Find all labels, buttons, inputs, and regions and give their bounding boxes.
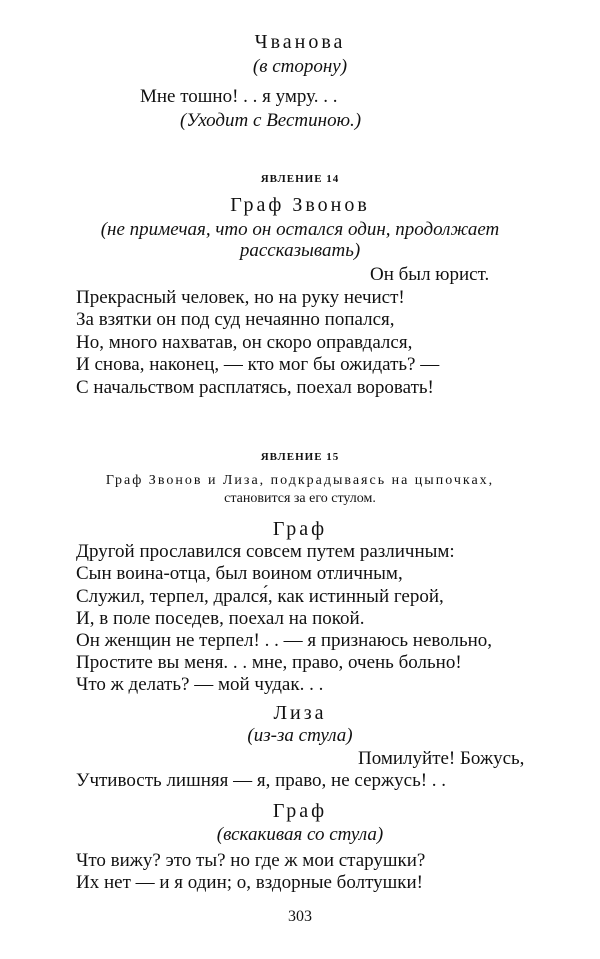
stage-direction-aside: (в сторону) [252, 56, 348, 77]
verse-line: Что вижу? это ты? но где ж мои старушки? [76, 850, 426, 871]
verse-line: Другой прославился совсем путем различным: [76, 541, 455, 562]
verse-line: И снова, наконец, — кто мог бы ожидать? — [76, 354, 440, 375]
verse-line: Он женщин не терпел! . . — я признаюсь невольно, [76, 630, 493, 651]
stage-direction-exit: (Уходит с Вестиною.) [180, 110, 362, 131]
stage-direction-line-1: Граф Звонов и Лиза, подкрадываясь на цыпочках, [105, 473, 495, 488]
stage-direction-line-2: становится за его стулом. [224, 491, 376, 506]
verse-line: За взятки он под суд нечаянно попался, [76, 309, 395, 330]
verse-line: Что ж делать? — мой чудак. . . [76, 674, 324, 695]
speaker-graf: Граф [272, 518, 328, 540]
stage-direction-behind-chair: (из-за стула) [247, 725, 353, 746]
scene-heading-15: ЯВЛЕНИЕ 15 [260, 451, 340, 463]
stage-direction-jumping-up: (вскакивая со стула) [216, 824, 384, 845]
verse-line: И, в поле поседев, поехал на покой. [76, 608, 365, 629]
verse-line: Учтивость лишняя — я, право, не сержусь! . . [76, 770, 447, 791]
speaker-graf-zvonov: Граф Звонов [230, 194, 370, 216]
verse-line: Прекрасный человек, но на руку нечист! [76, 287, 405, 308]
stage-direction-line-1: (не примечая, что он остался один, продолжает [100, 219, 500, 240]
stage-direction-line-2: рассказывать) [239, 240, 361, 261]
scene-heading-14: ЯВЛЕНИЕ 14 [260, 173, 340, 185]
verse-line: Но, много нахватав, он скоро оправдался, [76, 332, 413, 353]
verse-line: Помилуйте! Божусь, [358, 748, 525, 769]
speaker-chvanova: Чванова [254, 31, 346, 53]
speaker-liza: Лиза [273, 702, 327, 724]
speaker-graf: Граф [272, 800, 328, 822]
verse-line: Служил, терпел, дрался́, как истинный герой, [76, 586, 444, 607]
verse-line: Сын воина-отца, был воином отличным, [76, 563, 403, 584]
verse-line: Их нет — и я один; о, вздорные болтушки! [76, 872, 423, 893]
page-number: 303 [288, 908, 312, 925]
verse-line: Простите вы меня. . . мне, право, очень больно! [76, 652, 462, 673]
verse-line: Мне тошно! . . я умру. . . [140, 86, 338, 107]
verse-line: Он был юрист. [370, 264, 490, 285]
verse-line: С начальством расплатясь, поехал воровать! [76, 377, 434, 398]
